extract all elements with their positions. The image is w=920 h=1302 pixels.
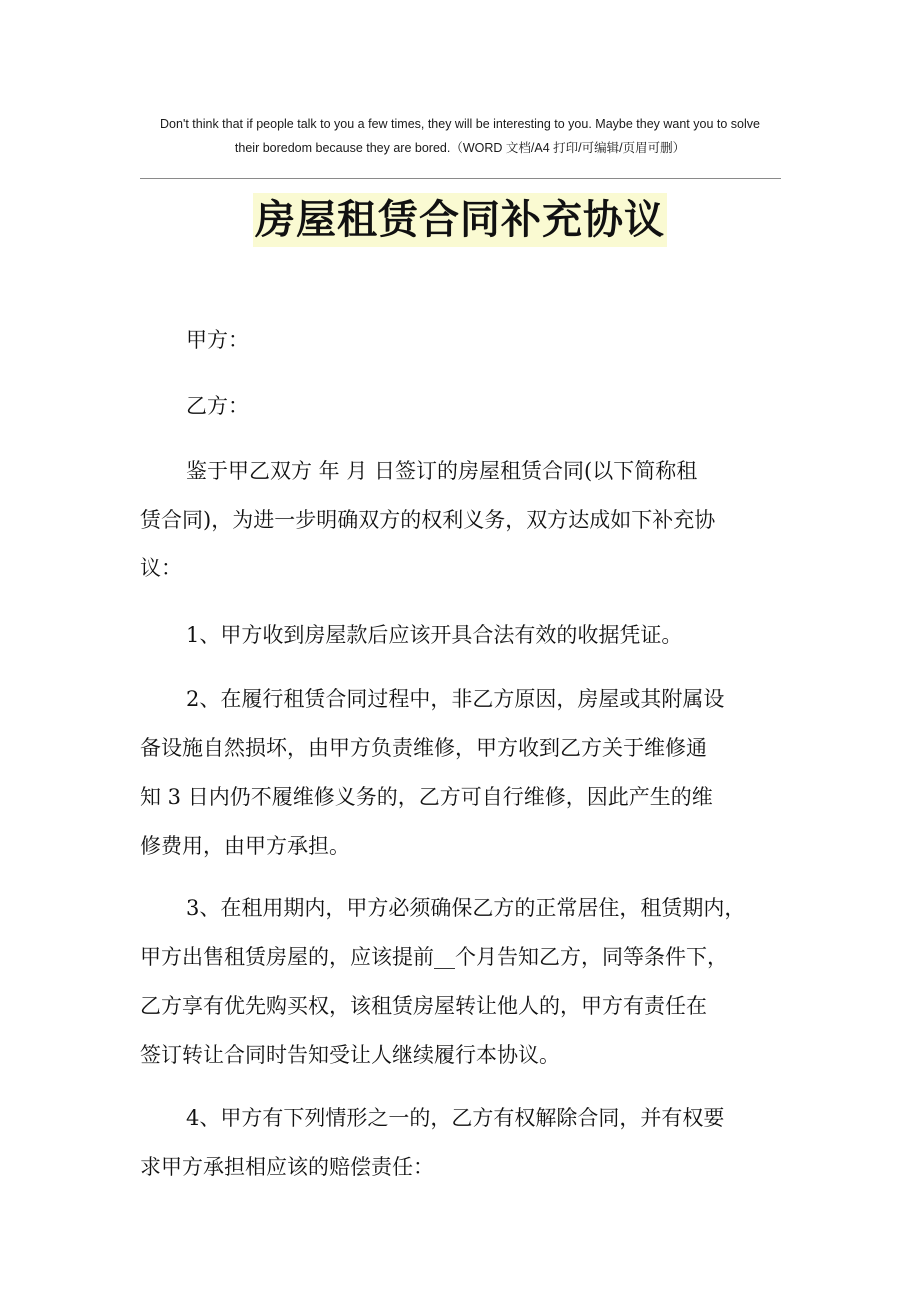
title-container <box>0 193 920 247</box>
party-b-line <box>140 380 786 432</box>
header-divider <box>140 178 781 179</box>
intro-line: 鉴于甲乙双方 年 月 日签订的房屋租赁合同(以下简称租 <box>186 459 698 483</box>
header-line-2: their boredom because they are bored.（WORD 文档/A4 打印/可编辑/页眉可删） <box>234 141 686 155</box>
clause-line: 知 3 日内仍不履维修义务的，乙方可自行维修，因此产生的维 <box>140 785 713 809</box>
clause-line: 甲方出售租赁房屋的，应该提前__个月告知乙方，同等条件下， <box>140 945 728 969</box>
clause-line: 1、甲方收到房屋款后应该开具合法有效的收据凭证。 <box>186 623 683 647</box>
clause-line: 4、甲方有下列情形之一的，乙方有权解除合同，并有权要 <box>186 1106 725 1130</box>
clause-line: 求甲方承担相应该的赔偿责任： <box>140 1155 434 1179</box>
page-header <box>140 112 780 160</box>
intro-paragraph <box>140 445 786 594</box>
clause-1 <box>140 609 786 661</box>
intro-line: 议： <box>140 556 182 580</box>
clause-line: 乙方享有优先购买权，该租赁房屋转让他人的，甲方有责任在 <box>140 994 707 1018</box>
party-a-line <box>140 314 786 366</box>
document-title: 房屋租赁合同补充协议 <box>253 193 667 247</box>
clause-line: 签订转让合同时告知受让人继续履行本协议。 <box>140 1043 560 1067</box>
party-a-label: 甲方： <box>186 328 249 352</box>
intro-line: 赁合同)，为进一步明确双方的权利义务，双方达成如下补充协 <box>140 508 716 532</box>
header-line-1: Don't think that if people talk to you a few times, they will be interesting to you. Maybe they want you to solve <box>160 117 760 131</box>
clause-3 <box>140 882 786 1081</box>
party-b-label: 乙方： <box>186 394 249 418</box>
clause-line: 备设施自然损坏，由甲方负责维修，甲方收到乙方关于维修通 <box>140 736 707 760</box>
clause-2 <box>140 673 786 872</box>
clause-4 <box>140 1092 786 1193</box>
clause-line: 3、在租用期内，甲方必须确保乙方的正常居住，租赁期内， <box>186 896 746 920</box>
clause-line: 2、在履行租赁合同过程中，非乙方原因，房屋或其附属设 <box>186 687 725 711</box>
clause-line: 修费用，由甲方承担。 <box>140 834 350 858</box>
